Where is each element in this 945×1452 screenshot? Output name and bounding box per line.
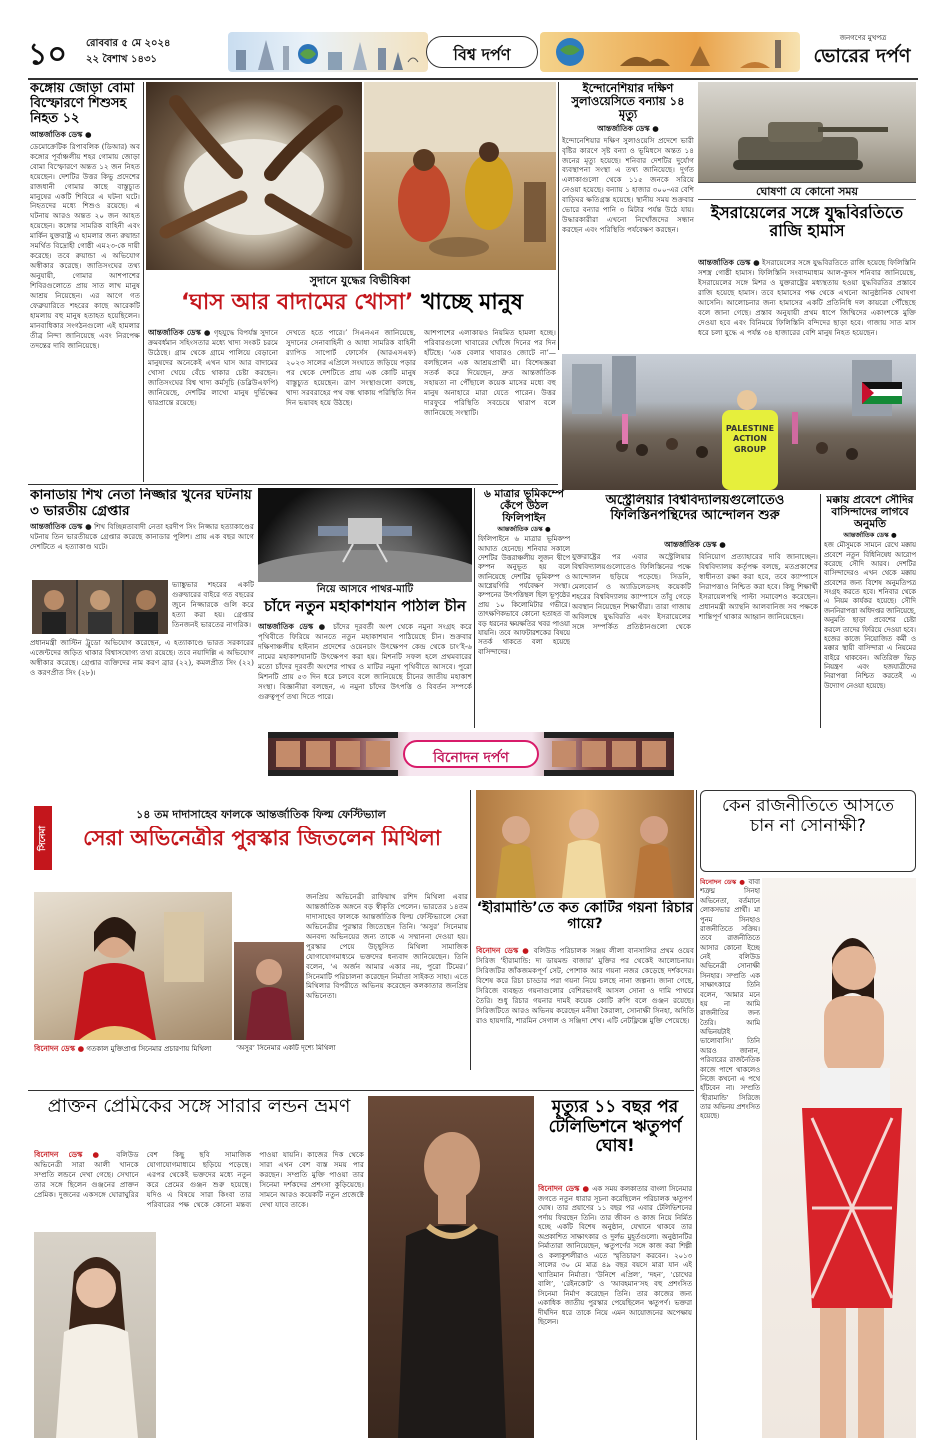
entertainment-title-pill (403, 740, 539, 768)
heeramandi-desk: বিনোদন ডেস্ক ● (476, 946, 531, 955)
philippines-headline: ৬ মাত্রার ভূমিকম্পে কেঁপে উঠল ফিলিপাইন (484, 488, 564, 525)
philippines-body: ফিলিপাইনে ৬ মাত্রার ভূমিকম্প আঘাত হেনেছে। শনিবার সকালে দেশটির উত্তরাঞ্চলীয় লুজন দ্বীপে কম্পন অনুভূত হয় বলে জানিয়েছে দেশটির ভূমিকম্প ও আগ্নেয়গিরি পর্যবেক্ষণ সংস্থা। কম্পনের উৎপত্তিস্থল ছিল ভূপৃষ্ঠের প্রায় ১০ কিলোমিটার গভীরে। তাৎক্ষণিকভাবে কোনো হতাহত বা বড় ধরনের ক্ষয়ক্ষতির খবর পাওয়া যায়নি। তবে আফটারশকের বিষয়ে সতর্ক থাকতে বলা হয়েছে বাসিন্দাদের। (478, 535, 570, 656)
paper-name: ভোরের দর্পণ (813, 45, 911, 67)
philippines-story (478, 488, 570, 728)
hamas-caption-band: ঘোষণা যে কোনো সময় (698, 182, 916, 200)
mithila-body: জনপ্রিয় অভিনেত্রী রাফিয়াথ রশিদ মিথিলা এবার আন্তর্জাতিক অঙ্গনে বড় স্বীকৃতি পেলেন। ভারতের ১৪তম দাদাসাহেব ফালকে আন্তর্জাতিক ফিল্ম ফেস্টিভ্যালে সেরা অভিনেত্রীর পুরস্কার জিতেছেন তিনি। ‘অসুর’ সিনেমায় অনবদ্য অভিনয়ের জন্য তাকে এ সম্মাননা দেওয়া হয়। পুরস্কার পেয়ে উচ্ছ্বসিত মিথিলা সামাজিক যোগাযোগমাধ্যমে ভক্তদের ধন্যবাদ জানিয়েছেন। তিনি বলেন, ‘এ অর্জন আমার একার নয়, পুরো টিমের।’ সিনেমাটি পরিচালনা করেছেন নির্মাতা সাইকত সাহা। এতে মিথিলার বিপরীতে অভিনয় করেছেন কলকাতার জনপ্রিয় অভিনেতা। (306, 892, 468, 1001)
philippines-rule (474, 488, 475, 728)
heeramandi-body-wrap (476, 946, 694, 1066)
hamas-photo-tank (698, 82, 916, 182)
sudan-headline-quote: ‘ঘাস আর বাদামের খোসা’ (180, 290, 414, 315)
globe-banner (540, 32, 800, 72)
section-title: বিশ্ব দর্পণ (453, 45, 511, 64)
hamas-story (698, 258, 916, 352)
mecca-headline: মক্কায় প্রবেশে সৌদির বাসিন্দাদের লাগবে অনুমতি (826, 494, 914, 531)
china-body-wrap (258, 622, 472, 728)
paper-tagline: জনগণের মুখপত্র (839, 34, 887, 42)
china-desk: আন্তর্জাতিক ডেস্ক ● (258, 622, 328, 631)
date-line-2: ২২ বৈশাখ ১৪৩১ (86, 54, 157, 65)
mithila-caption-right: ‘অসুর’ সিনেমার একটি দৃশ্যে মিথিলা (236, 1044, 336, 1052)
canada-body1: শিখ বিচ্ছিন্নতাবাদী নেতা হরদীপ সিং নিজ্জার হত্যাকাণ্ডের ঘটনায় তিন ভারতীয়কে গ্রেপ্তার করেছে কানাডার পুলিশ। প্রায় এক বছর আগে দেশটিতে এ হত্যাকাণ্ড ঘটে। (30, 522, 254, 552)
london-body: বলিউড অভিনেত্রী সারা আলী খানকে সম্প্রতি লন্ডনে দেখা গেছে। সেখানে তার সঙ্গে ছিলেন গুঞ্জনের প্রাক্তন প্রেমিক। দুজনের একসঙ্গে ঘোরাঘুরির বেশ কিছু ছবি সামাজিক যোগাযোগমাধ্যমে ছড়িয়ে পড়েছে। এরপর থেকেই ভক্তদের মধ্যে নতুন করে প্রেমের গুঞ্জন শুরু হয়েছে। যদিও এ বিষয়ে সারা কিংবা তার পরিবারের পক্ষ থেকে কোনো মন্তব্য পাওয়া যায়নি। কাজের দিক থেকে সারা এখন বেশ ব্যস্ত সময় পার করছেন। সম্প্রতি মুক্তি পাওয়া তার সিনেমা দর্শকদের প্রশংসা কুড়িয়েছে। সামনে আরও কয়েকটি নতুন প্রজেক্টে দেখা যাবে তাকে। (34, 1150, 364, 1209)
indonesia-rule (558, 82, 559, 350)
canada-suspects-photo (32, 580, 168, 634)
hamas-body: ইসরায়েলের সঙ্গে যুদ্ধবিরতিতে রাজি হয়েছে ফিলিস্তিনি সশস্ত্র গোষ্ঠী হামাস। ফিলিস্তিনি সংবাদমাধ্যম আল-কুদস শনিবার জানিয়েছে, ইসরায়েলের সঙ্গে মিশর ও যুক্তরাষ্ট্রের মধ্যস্থতায় হওয়া যুদ্ধবিরতির প্রস্তাবে রাজি হয়েছে হামাস। তবে হামাসের পক্ষ থেকে এখনো আনুষ্ঠানিক ঘোষণা আসেনি। আলোচনার জন্য হামাসের একটি প্রতিনিধি দল কায়রো পৌঁছেছে বলে জানা গেছে। প্রস্তাব অনুযায়ী প্রথম ধাপে জিম্মিদের একাংশকে মুক্তি দেওয়া হবে এবং বিনিময়ে ফিলিস্তিনি বন্দিদের ছাড়া হবে। গাজায় সাত মাস ধরে চলা যুদ্ধে এ পর্যন্ত ৩৪ হাজারের বেশি মানুষ নিহত হয়েছেন। (698, 258, 916, 337)
entertainment-band (268, 732, 674, 776)
sonakshi-left-rule (696, 790, 697, 1440)
indonesia-desk: আন্তর্জাতিক ডেস্ক ● (597, 123, 659, 133)
london-headline: প্রাক্তন প্রেমিকের সঙ্গে সারার লন্ডন ভ্রমণ (47, 1096, 351, 1117)
mecca-story (824, 494, 916, 728)
masthead (28, 28, 918, 76)
london-desk: বিনোদন ডেস্ক ● (34, 1150, 107, 1159)
protest-sign-text (725, 424, 775, 474)
sudan-photo-women (364, 82, 556, 270)
cinema-tag-text: সিনেমা (38, 825, 48, 851)
sudan-body-col2: দেখতে হতে পারে।’ সিএনএন জানিয়েছে, সুদানের সেনাবাহিনী ও আধা সামরিক বাহিনী র‍্যাপিড সাপোর্ট ফোর্সেস (আরএসএফ) ২০২৩ সালের এপ্রিলে সংঘাতে জড়িয়ে পড়ার পর থেকে দেশটিতে প্রায় এক কোটি মানুষ বাস্তুচ্যুত হয়েছেন। ত্রাণ সংস্থাগুলো বলছে, খাদ্য সরবরাহের পথ বন্ধ থাকায় পরিস্থিতি দিন দিন ভয়াবহ হয়ে উঠছে। (286, 328, 416, 407)
hamas-headline: ইসরায়েলের সঙ্গে যুদ্ধবিরতিতে রাজি হামাস (710, 204, 904, 241)
rituparno-headline: মৃত্যুর ১১ বছর পর টেলিভিশনে ঋতুপর্ণ ঘোষ! (548, 1098, 682, 1157)
hamas-desk: আন্তর্জাতিক ডেস্ক ● (698, 258, 760, 267)
congo-headline: কঙ্গোয় জোড়া বোমা বিস্ফোরণে শিশুসহ নিহত ১২ (30, 82, 135, 126)
mithila-kicker: ১৪ তম দাদাসাহেব ফালকে আন্তর্জাতিক ফিল্ম ফেস্টিভ্যাল (136, 808, 386, 821)
indonesia-story (562, 82, 694, 352)
china-body: চাঁদের দূরবর্তী অংশ থেকে নমুনা সংগ্রহ করে পৃথিবীতে ফিরিয়ে আনতে নতুন মহাকাশযান পাঠিয়েছে চীন। শুক্রবার দক্ষিণাঞ্চলীয় হাইনান প্রদেশের ওয়েনচাং উৎক্ষেপণ কেন্দ্র থেকে চাং’ই-৬ নামের মহাকাশযানটি উৎক্ষেপণ করা হয়। মিশনটি সফল হলে প্রথমবারের মতো চাঁদের দূরবর্তী অংশের পাথর ও মাটির নমুনা পৃথিবীতে আসবে। পুরো মিশনটি প্রায় ৫৩ দিন ধরে চলবে বলে জানিয়েছে চীনের জাতীয় মহাকাশ সংস্থা। বিজ্ঞানীরা বলছেন, এ নমুনা চাঁদের উৎপত্তি ও বিবর্তন সম্পর্কে গুরুত্বপূর্ণ তথ্য দিতে পারে। (258, 622, 472, 701)
sudan-desk: আন্তর্জাতিক ডেস্ক ● (148, 328, 211, 337)
section-title-box (426, 36, 538, 68)
australia-protest-photo (562, 354, 916, 490)
bottom-row-rule (28, 1090, 694, 1091)
philippines-desk: আন্তর্জাতিক ডেস্ক ● (497, 525, 551, 534)
mithila-desk: বিনোদন ডেস্ক ● (34, 1044, 85, 1053)
heeramandi-photo (476, 790, 694, 898)
heeramandi-left-rule (470, 790, 471, 1070)
sign-line-1: PALESTINE (725, 424, 775, 433)
sudan-body-col1: আন্তর্জাতিক ডেস্ক ● গৃহযুদ্ধে বিপর্যস্ত সুদানে ক্রমবর্ধমান সহিংসতার মধ্যে খাদ্য সংকট চরমে উঠেছে। গ্রাম থেকে গ্রামে পালিয়ে বেড়ানো মানুষদের অনেকেই এখন ঘাস আর বাদামের খোসা খেয়ে বেঁচে থাকার চেষ্টা করছেন। জাতিসংঘের বিশ্ব খাদ্য কর্মসূচি (ডব্লিউএফপি) জানিয়েছে, দেশটির লাখো মানুষ দুর্ভিক্ষের দ্বারপ্রান্তে রয়েছে। (148, 328, 278, 407)
sudan-photo-hands (146, 82, 362, 270)
congo-desk: আন্তর্জাতিক ডেস্ক ● (30, 129, 92, 139)
mecca-rule (820, 494, 821, 728)
australia-desk: আন্তর্জাতিক ডেস্ক ● (664, 540, 726, 549)
congo-rule (143, 82, 144, 482)
canada-body2: ভ্যাঙ্কুভার শহরের একটি গুরুদ্বারের বাইরে গত বছরের জুনে নিজ্জারকে গুলি করে হত্যা করা হয়। গ্রেপ্তার তিনজনই ভারতের নাগরিক। (172, 580, 254, 629)
landmarks-illustration (228, 32, 428, 72)
china-headline: চাঁদে নতুন মহাকাশযান পাঠাল চীন (263, 598, 467, 615)
sign-line-2: ACTION (733, 434, 767, 444)
australia-body: যুক্তরাষ্ট্রের পর এবার অস্ট্রেলিয়ার বিশ্ববিদ্যালয়গুলোতেও ফিলিস্তিনের পক্ষে আন্দোলন ছড়িয়ে পড়েছে। সিডনি, মেলবোর্ন ও অ্যাডিলেডসহ কয়েকটি শহরের বিশ্ববিদ্যালয় ক্যাম্পাসে তাঁবু গেড়ে অবস্থান নিয়েছেন শিক্ষার্থীরা। তারা গাজায় অবিলম্বে যুদ্ধবিরতি এবং ইসরায়েলের সঙ্গে সম্পর্কিত প্রতিষ্ঠানগুলো থেকে বিনিয়োগ প্রত্যাহারের দাবি জানাচ্ছেন। বিশ্ববিদ্যালয় কর্তৃপক্ষ বলছে, মতপ্রকাশের স্বাধীনতা রক্ষা করা হবে, তবে ক্যাম্পাসে নিরাপত্তাও নিশ্চিত করা হবে। কিছু শিক্ষার্থী ইসরায়েলপন্থি পাল্টা সমাবেশও করেছেন। প্রধানমন্ত্রী অ্যান্থনি আলবানিজ সব পক্ষকে শান্তিপূর্ণ থাকার আহ্বান জানিয়েছেন। (572, 552, 818, 631)
canada-headline: কানাডায় শিখ নেতা নিজ্জার খুনের ঘটনায় ৩ ভারতীয় গ্রেপ্তার (30, 488, 252, 519)
rituparno-body: এক সময় কলকাতার বাংলা সিনেমার জগতে নতুন ধারার সূচনা করেছিলেন পরিচালক ঋতুপর্ণ ঘোষ। তার প্রয়াণের ১১ বছর পর এবার টেলিভিশনের পর্দায় ফিরছেন তিনি। তার জীবন ও কাজ নিয়ে নির্মিত হচ্ছে একটি বিশেষ অনুষ্ঠান, যেখানে থাকবে তার অপ্রকাশিত সাক্ষাৎকার ও দুর্লভ মুহূর্তগুলো। অনুষ্ঠানটির নির্মাতারা জানিয়েছেন, ঋতুপর্ণের সঙ্গে কাজ করা শিল্পী ও কলাকুশলীরাও এতে স্মৃতিচারণ করবেন। ২০১৩ সালের ৩০ মে মাত্র ৪৯ বছর বয়সে মারা যান এই খ্যাতিমান নির্মাতা। ‘উনিশে এপ্রিল’, ‘দহন’, ‘চোখের বালি’, ‘রেইনকোট’ ও ‘আবহমান’সহ বহু প্রশংসিত সিনেমা নির্মাণ করেছেন তিনি। তার কাজের জন্য একাধিক জাতীয় পুরস্কার পেয়েছিলেন ঋতুপর্ণ। ভক্তরা দীর্ঘদিন ধরে তাকে নিয়ে এমন আয়োজনের অপেক্ষায় ছিলেন। (538, 1185, 692, 1327)
camel-desert-illustration (540, 32, 800, 72)
sudan-body-col3: আশপাশের এলাকায়ও নিয়মিত হামলা হচ্ছে। পরিবারগুলো খাবারের খোঁজে দিনের পর দিন হাঁটছে। ‘এক বেলার খাবারও জোটে না’—বলছিলেন এক আশ্রয়প্রার্থী মা। বিশেষজ্ঞরা সতর্ক করে দিয়েছেন, দ্রুত আন্তর্জাতিক সহায়তা না পৌঁছালে কয়েক মাসের মধ্যে বহু মানুষ অনাহারে মারা যেতে পারেন। উত্তর দারফুরে পরিস্থিতি সবচেয়ে খারাপ বলে জানিয়েছে সংস্থাটি। (424, 328, 556, 417)
indonesia-body: ইন্দোনেশিয়ার দক্ষিণ সুলাওয়েসি প্রদেশে ভারী বৃষ্টির কারণে সৃষ্ট বন্যা ও ভূমিধসে অন্তত ১৪ জনের মৃত্যু হয়েছে। শনিবার দেশটির দুর্যোগ ব্যবস্থাপনা সংস্থা এ তথ্য জানিয়েছে। দুর্গত এলাকাগুলো থেকে ১১৫ জনকে সরিয়ে নেওয়া হয়েছে। বন্যায় ১ হাজার ৩০০-এর বেশি বাড়িঘর ক্ষতিগ্রস্ত হয়েছে। স্থানীয় সময় শুক্রবার ভোরে বন্যার পানি ৩ মিটার পর্যন্ত উঠে যায়। উদ্ধারকারীরা এখনো নিখোঁজদের সন্ধান করছেন এবং পরিস্থিতি পর্যবেক্ষণ করছেন। (562, 135, 694, 235)
mithila-photo (34, 892, 232, 1040)
page-number: ১০ (28, 37, 67, 70)
congo-story (30, 82, 140, 482)
heeramandi-body: বলিউড পরিচালক সঞ্জয় লীলা বানসালির প্রথম ওয়েব সিরিজ ‘হীরামান্ডি: দ্য ডায়মন্ড বাজার’ মুক্তির পর থেকেই আলোচনায়। সিরিজটির জাঁকজমকপূর্ণ সেট, পোশাক আর গয়না নজর কেড়েছে দর্শকদের। বিশেষ করে রিচা চাড্ডার পরা গয়না নিয়ে চলছে নানা জল্পনা। জানা গেছে, সিরিজে ব্যবহৃত গয়নাগুলোর বেশিরভাগই আসল সোনা ও দামি পাথরে তৈরি। শুধু রিচার গয়নার দামই কয়েক কোটি রুপি বলে গুঞ্জন রয়েছে। সিরিজটিতে আরও অভিনয় করেছেন মনীষা কৈরালা, সোনাক্ষী সিনহা, অদিতি রাও হায়দারি, শারমিন সেগাল ও সঞ্জিদা শেখ। এটি নেটফ্লিক্সে মুক্তি পেয়েছে। (476, 946, 694, 1025)
mithila-caption-left: বিনোদন ডেস্ক ● গতকাল মুক্তিপ্রাপ্ত সিনেমার প্রচারণায় মিথিলা (34, 1044, 212, 1053)
australia-story (572, 540, 818, 728)
mithila-headline: সেরা অভিনেত্রীর পুরস্কার জিতলেন মিথিলা (83, 826, 441, 850)
sudan-headline-rest: খাচ্ছে মানুষ (413, 290, 523, 315)
sudan-body (148, 328, 556, 478)
masthead-rule (28, 78, 918, 80)
china-moon-photo (258, 488, 472, 582)
australia-headline: অস্ট্রেলিয়ার বিশ্ববিদ্যালয়গুলোতেও ফিলিস্তিনপন্থিদের আন্দোলন শুরু (605, 494, 785, 523)
date-line-1: রোববার ৫ মে ২০২৪ (86, 38, 171, 49)
landmark-banner (228, 32, 428, 72)
cinema-tag (34, 806, 52, 870)
sonakshi-headline-box (700, 790, 916, 872)
sonakshi-body-wrap (700, 878, 760, 1434)
london-story (34, 1150, 364, 1438)
sonakshi-headline: কেন রাজনীতিতে আসতে চান না সোনাক্ষী? (721, 796, 895, 836)
rituparno-body-wrap (538, 1184, 692, 1438)
canada-desk: আন্তর্জাতিক ডেস্ক ● (30, 522, 92, 532)
rituparno-photo (368, 1096, 534, 1438)
upper-row-rule (28, 484, 558, 485)
sign-line-3: GROUP (734, 444, 766, 454)
congo-body: ডেমোক্রেটিক রিপাবলিক (ডিআর) অব কঙ্গোর পূর্বাঞ্চলীয় শহর গোমায় জোড়া বোমা বিস্ফোরণে অন্তত ১২ জন নিহত হয়েছেন। দেশটির উত্তর কিভু প্রদেশের রাজধানী গোমার কাছে বাস্তুচ্যুত মানুষের একটি শিবিরে এ ঘটনা ঘটে। নিহতদের মধ্যে শিশুও রয়েছে। এ ঘটনায় আরও অন্তত ২০ জন আহত হয়েছেন। কঙ্গোর সামরিক বাহিনী এবং মার্কিন যুক্তরাষ্ট্র এ হামলার জন্য রুয়ান্ডা সমর্থিত বিদ্রোহী গোষ্ঠী এম২৩-কে দায়ী করেছে। তবে রুয়ান্ডা এ অভিযোগ অস্বীকার করেছে। জাতিসংঘের তথ্য অনুযায়ী, গোমার আশপাশের শিবিরগুলোতে প্রায় সাত লাখ মানুষ আশ্রয় নিয়েছেন। এর আগে গত ফেব্রুয়ারিতে শহরের কাছে আরেকটি হামলায় বহু মানুষ হতাহত হয়েছিলেন। মানবাধিকার সংগঠনগুলো এই হামলার তীব্র নিন্দা জানিয়েছে এবং নিরপেক্ষ তদন্তের দাবি জানিয়েছে। (30, 141, 140, 350)
canada-body3: প্রধানমন্ত্রী জাস্টিন ট্রুডো অভিযোগ করেছেন, এ হত্যাকাণ্ডে ভারত সরকারের এজেন্টদের জড়িত থাকার বিশ্বাসযোগ্য তথ্য রয়েছে। তবে নয়াদিল্লি এ অভিযোগ অস্বীকার করেছে। গ্রেপ্তার ব্যক্তিদের নাম করণ ব্রার (২২), কমলপ্রীত সিং (২২) ও করণপ্রীত সিং (২৮)। (30, 638, 254, 677)
sonakshi-desk: বিনোদন ডেস্ক ● (700, 878, 746, 886)
entertainment-title: বিনোদন দর্পণ (433, 750, 509, 766)
mecca-body: হজ মৌসুমকে সামনে রেখে মক্কায় প্রবেশে নতুন বিধিনিষেধ আরোপ করেছে সৌদি আরব। দেশটির বাসিন্দাদেরও এখন থেকে মক্কায় প্রবেশের জন্য বিশেষ অনুমতিপত্র সংগ্রহ করতে হবে। শনিবার থেকে এ নিয়ম কার্যকর হয়েছে। সৌদি জননিরাপত্তা অধিদপ্তর জানিয়েছে, অনুমতি ছাড়া প্রবেশের চেষ্টা করলে তাদের ফিরিয়ে দেওয়া হবে। হজের কাজে নিয়োজিত কর্মী ও মক্কার স্থায়ী বাসিন্দারা এ নিয়মের বাইরে থাকবেন। অতিরিক্ত ভিড় নিয়ন্ত্রণ এবং হজযাত্রীদের নিরাপত্তা নিশ্চিত করতেই এ উদ্যোগ নেওয়া হয়েছে। (824, 541, 916, 690)
sudan-headline (148, 290, 556, 326)
sonakshi-photo (762, 878, 916, 1438)
sonakshi-body: বাবা শত্রুঘ্ন সিনহা অভিনেতা, বর্তমানে লোকসভার প্রার্থী। মা পুনম সিনহাও রাজনীতিতে সক্রিয়। তবে রাজনীতিতে আসার কোনো ইচ্ছে নেই বলিউড অভিনেত্রী সোনাক্ষী সিনহার। সম্প্রতি এক সাক্ষাৎকারে তিনি বলেন, ‘আমার মনে হয় না আমি রাজনীতির জন্য তৈরি। আমি অভিনয়টাই ভালোবাসি।’ তিনি আরও জানান, পরিবারের রাজনৈতিক কাজে পাশে থাকলেও নিজে কখনো এ পথে হাঁটবেন না। সম্প্রতি ‘হীরামান্ডি’ সিরিজে তার অভিনয় প্রশংসিত হয়েছে। (700, 878, 760, 1121)
mithila-photo-2 (234, 942, 304, 1040)
heeramandi-headline: ‘হীরামান্ডি’তে কত কোটির গয়না রিচার গায়ে? (476, 900, 694, 933)
rituparno-desk: বিনোদন ডেস্ক ● (538, 1184, 590, 1193)
mecca-desk: আন্তর্জাতিক ডেস্ক ● (843, 531, 897, 540)
sudan-kicker: সুদানে যুদ্ধের বিভীষিকা (309, 274, 411, 287)
indonesia-headline: ইন্দোনেশিয়ার দক্ষিণ সুলাওয়েসিতে বন্যায় ১৪ মৃত্যু (571, 82, 685, 122)
china-kicker: নিয়ে আসবে পাথর-মাটি (316, 584, 414, 595)
